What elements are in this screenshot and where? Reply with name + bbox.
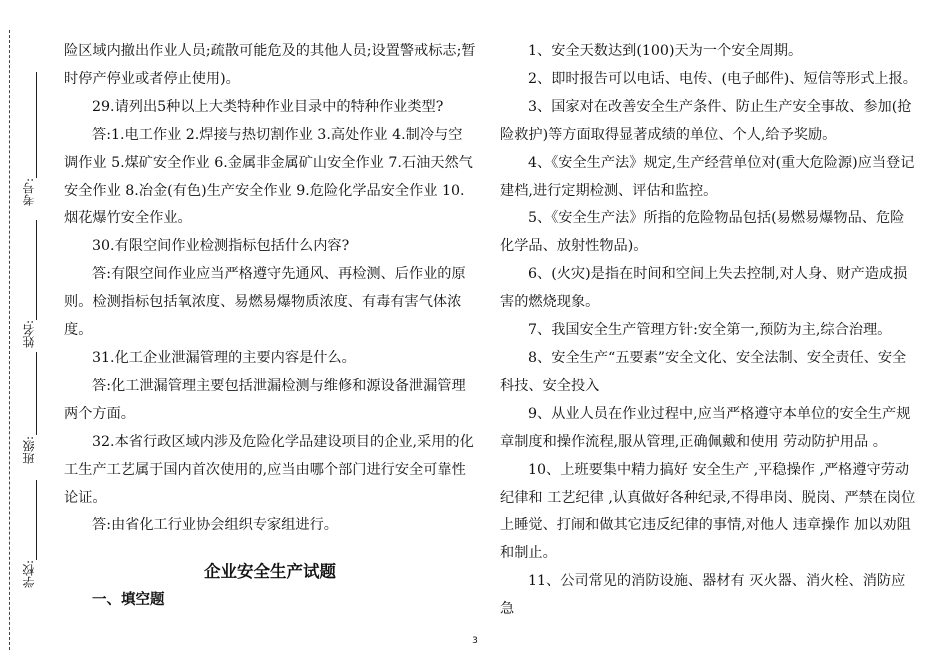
fill-item-6: 6、(火灾)是指在时间和空间上失去控制,对人身、财产造成损害的燃烧现象。 — [500, 266, 908, 311]
exam-no-label: 考号: — [22, 178, 36, 207]
school-label: 学校: — [22, 560, 36, 589]
continued-answer-text: 险区域内撤出作业人员;疏散可能危及的其他人员;设置警戒标志;暂时停产停业或者停止使用)。 — [64, 43, 476, 87]
page-number: 3 — [472, 636, 478, 646]
class-line — [36, 352, 37, 435]
fill-item-2: 2、即时报告可以电话、电传、(电子邮件)、短信等形式上报。 — [528, 70, 917, 87]
fill-item-9: 9、从业人员在作业过程中,应当严格遵守本单位的安全生产规章制度和操作流程,服从管理,正确佩戴和使用 劳动防护用品 。 — [500, 405, 911, 450]
question-31: 31.化工企业泄漏管理的主要内容是什么。 — [92, 349, 356, 366]
fill-item-10: 10、上班要集中精力搞好 安全生产 ,平稳操作 ,严格遵守劳动纪律和 工艺纪律 ,认真做好各种纪录,不得串岗、脱岗、严禁在岗位上睡觉、打闹和做其它违反纪律的事情,对他人 违章操作 加以劝阻和制止。 — [500, 461, 916, 562]
fill-item-1: 1、安全天数达到(100)天为一个安全周期。 — [528, 43, 803, 59]
binding-margin — [0, 0, 44, 671]
binding-dashed-line — [9, 30, 10, 650]
fill-item-4: 4、《安全生产法》规定,生产经营单位对(重大危险源)应当登记建档,进行定期检测、评估和监控。 — [500, 154, 915, 199]
left-column — [64, 38, 476, 614]
question-30: 30.有限空间作业检测指标包括什么内容? — [92, 238, 350, 255]
school-line — [36, 480, 37, 560]
answer-29: 答:1.电工作业 2.焊接与热切割作业 3.高处作业 4.制冷与空调作业 5.煤矿安全作业 6.金属非金属矿山安全作业 7.石油天然气安全作业 8.冶金(有色)生产安全作业 9.危险化学品安全作业 10.烟花爆竹安全作业。 — [64, 126, 473, 227]
exam-no-line — [36, 72, 37, 178]
question-29: 29.请列出5种以上大类特种作业目录中的特种作业类型? — [92, 98, 444, 115]
answer-30: 答:有限空间作业应当严格遵守先通风、再检测、后作业的原则。检测指标包括氧浓度、易燃易爆物质浓度、有毒有害气体浓度。 — [64, 266, 466, 339]
fill-item-11: 11、公司常见的消防设施、器材有 灭火器、消火栓、消防应急 — [500, 573, 906, 618]
answer-31: 答:化工泄漏管理主要包括泄漏检测与维修和源设备泄漏管理两个方面。 — [64, 377, 466, 422]
fill-item-8: 8、安全生产“五要素”安全文化、安全法制、安全责任、安全科技、安全投入 — [500, 349, 907, 394]
fill-item-7: 7、我国安全生产管理方针:安全第一,预防为主,综合治理。 — [528, 322, 892, 339]
name-label: 姓名: — [22, 320, 36, 349]
section-title: 企业安全生产试题 — [204, 562, 336, 582]
fill-item-5: 5、《安全生产法》所指的危险物品包括(易燃易爆物品、危险化学品、放射性物品)。 — [500, 210, 905, 255]
section-subtitle: 一、填空题 — [92, 591, 165, 609]
class-label: 班级: — [22, 436, 36, 465]
right-column — [500, 38, 918, 624]
answer-32: 答:由省化工行业协会组织专家组进行。 — [92, 517, 338, 534]
question-32: 32.本省行政区域内涉及危险化学品建设项目的企业,采用的化工生产工艺属于国内首次使用的,应当由哪个部门进行安全可靠性论证。 — [64, 433, 474, 506]
name-line — [36, 220, 37, 320]
fill-item-3: 3、国家对在改善安全生产条件、防止生产安全事故、参加(抢险救护)等方面取得显著成绩的单位、个人,给予奖励。 — [500, 98, 912, 143]
